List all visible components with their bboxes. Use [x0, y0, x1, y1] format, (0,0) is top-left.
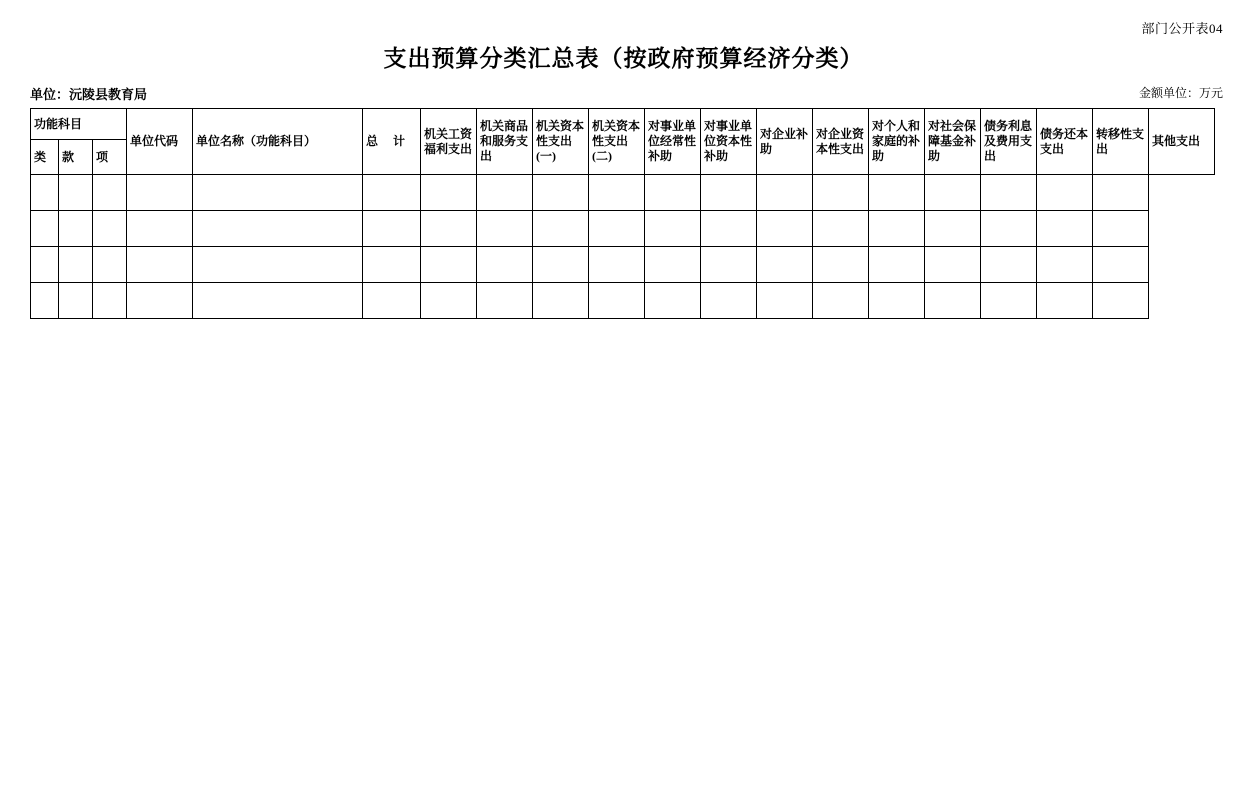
- cell-unit-code[interactable]: [127, 283, 193, 319]
- cell-individual-family-subsidy[interactable]: [869, 247, 925, 283]
- cell-agency-salary-welfare[interactable]: [421, 283, 477, 319]
- cell-social-security-fund-subsidy[interactable]: [925, 283, 981, 319]
- cell-other-expenditure[interactable]: [1093, 211, 1149, 247]
- cell-kuan[interactable]: [59, 283, 93, 319]
- cell-debt-principal-repayment[interactable]: [1037, 247, 1093, 283]
- cell-debt-principal-repayment[interactable]: [1037, 283, 1093, 319]
- header-agency-salary-welfare: 机关工资福利支出: [421, 109, 477, 175]
- header-kuan: 款: [59, 140, 93, 175]
- unit-label: 单位：沅陵县教育局: [30, 87, 148, 102]
- header-institution-capital-subsidy: 对事业单位资本性补助: [701, 109, 757, 175]
- cell-social-security-fund-subsidy[interactable]: [925, 211, 981, 247]
- cell-institution-capital-subsidy[interactable]: [701, 247, 757, 283]
- cell-debt-interest-expenditure[interactable]: [981, 283, 1037, 319]
- cell-debt-principal-repayment[interactable]: [1037, 211, 1093, 247]
- cell-institution-recurrent-subsidy[interactable]: [645, 175, 701, 211]
- header-unit-code: 单位代码: [127, 109, 193, 175]
- cell-agency-capital-1[interactable]: [533, 283, 589, 319]
- header-agency-capital-1: 机关资本性支出(一): [533, 109, 589, 175]
- header-social-security-fund-subsidy: 对社会保障基金补助: [925, 109, 981, 175]
- cell-other-expenditure[interactable]: [1093, 247, 1149, 283]
- table-row[interactable]: [31, 283, 1215, 319]
- cell-unit-code[interactable]: [127, 175, 193, 211]
- cell-unit-name[interactable]: [193, 175, 363, 211]
- cell-enterprise-subsidy[interactable]: [757, 283, 813, 319]
- cell-total[interactable]: [363, 283, 421, 319]
- cell-individual-family-subsidy[interactable]: [869, 283, 925, 319]
- cell-agency-salary-welfare[interactable]: [421, 175, 477, 211]
- cell-unit-name[interactable]: [193, 283, 363, 319]
- header-row-top: [31, 109, 1215, 140]
- header-debt-interest-expenditure: 债务利息及费用支出: [981, 109, 1037, 175]
- cell-institution-recurrent-subsidy[interactable]: [645, 283, 701, 319]
- cell-institution-capital-subsidy[interactable]: [701, 211, 757, 247]
- cell-enterprise-capital-expenditure[interactable]: [813, 247, 869, 283]
- cell-kuan[interactable]: [59, 175, 93, 211]
- cell-agency-capital-2[interactable]: [589, 283, 645, 319]
- header-enterprise-capital-expenditure: 对企业资本性支出: [813, 109, 869, 175]
- cell-social-security-fund-subsidy[interactable]: [925, 247, 981, 283]
- header-enterprise-subsidy: 对企业补助: [757, 109, 813, 175]
- table-header: [31, 109, 1215, 175]
- form-code-note: 部门公开表04: [1141, 21, 1223, 36]
- budget-table-container: [30, 108, 1215, 319]
- cell-unit-code[interactable]: [127, 211, 193, 247]
- header-unit-name: 单位名称（功能科目）: [193, 109, 363, 175]
- cell-agency-goods-services[interactable]: [477, 247, 533, 283]
- cell-institution-recurrent-subsidy[interactable]: [645, 247, 701, 283]
- header-agency-goods-services: 机关商品和服务支出: [477, 109, 533, 175]
- header-other-expenditure: 其他支出: [1149, 109, 1215, 175]
- cell-xiang[interactable]: [93, 175, 127, 211]
- cell-kuan[interactable]: [59, 247, 93, 283]
- header-total: 总 计: [363, 109, 421, 175]
- cell-kuan[interactable]: [59, 211, 93, 247]
- page-title: 支出预算分类汇总表（按政府预算经济分类）: [383, 46, 864, 71]
- table-row[interactable]: [31, 211, 1215, 247]
- cell-agency-capital-1[interactable]: [533, 211, 589, 247]
- cell-lei[interactable]: [31, 175, 59, 211]
- header-individual-family-subsidy: 对个人和家庭的补助: [869, 109, 925, 175]
- cell-individual-family-subsidy[interactable]: [869, 175, 925, 211]
- header-xiang: 项: [93, 140, 127, 175]
- cell-lei[interactable]: [31, 283, 59, 319]
- cell-agency-capital-2[interactable]: [589, 175, 645, 211]
- cell-debt-principal-repayment[interactable]: [1037, 175, 1093, 211]
- cell-agency-goods-services[interactable]: [477, 175, 533, 211]
- cell-debt-interest-expenditure[interactable]: [981, 175, 1037, 211]
- cell-unit-name[interactable]: [193, 247, 363, 283]
- header-function-subject-group: 功能科目: [31, 109, 127, 140]
- cell-enterprise-capital-expenditure[interactable]: [813, 283, 869, 319]
- cell-total[interactable]: [363, 211, 421, 247]
- cell-debt-interest-expenditure[interactable]: [981, 247, 1037, 283]
- cell-enterprise-subsidy[interactable]: [757, 211, 813, 247]
- cell-agency-goods-services[interactable]: [477, 283, 533, 319]
- cell-individual-family-subsidy[interactable]: [869, 211, 925, 247]
- cell-enterprise-subsidy[interactable]: [757, 247, 813, 283]
- cell-agency-salary-welfare[interactable]: [421, 211, 477, 247]
- cell-other-expenditure[interactable]: [1093, 175, 1149, 211]
- header-agency-capital-2: 机关资本性支出(二): [589, 109, 645, 175]
- cell-other-expenditure[interactable]: [1093, 283, 1149, 319]
- cell-lei[interactable]: [31, 247, 59, 283]
- cell-unit-name[interactable]: [193, 211, 363, 247]
- cell-agency-goods-services[interactable]: [477, 211, 533, 247]
- cell-xiang[interactable]: [93, 283, 127, 319]
- cell-total[interactable]: [363, 247, 421, 283]
- cell-debt-interest-expenditure[interactable]: [981, 211, 1037, 247]
- cell-agency-capital-1[interactable]: [533, 247, 589, 283]
- table-body: [31, 175, 1215, 319]
- header-transfer-expenditure: 转移性支出: [1093, 109, 1149, 175]
- cell-xiang[interactable]: [93, 211, 127, 247]
- cell-institution-recurrent-subsidy[interactable]: [645, 211, 701, 247]
- cell-institution-capital-subsidy[interactable]: [701, 175, 757, 211]
- cell-unit-code[interactable]: [127, 247, 193, 283]
- header-debt-principal-repayment: 债务还本支出: [1037, 109, 1093, 175]
- header-institution-recurrent-subsidy: 对事业单位经常性补助: [645, 109, 701, 175]
- amount-unit-label: 金额单位：万元: [1138, 86, 1223, 100]
- header-lei: 类: [31, 140, 59, 175]
- cell-institution-capital-subsidy[interactable]: [701, 283, 757, 319]
- table-row[interactable]: [31, 247, 1215, 283]
- cell-lei[interactable]: [31, 211, 59, 247]
- cell-total[interactable]: [363, 175, 421, 211]
- cell-agency-capital-2[interactable]: [589, 211, 645, 247]
- cell-agency-capital-2[interactable]: [589, 247, 645, 283]
- cell-agency-salary-welfare[interactable]: [421, 247, 477, 283]
- cell-enterprise-subsidy[interactable]: [757, 175, 813, 211]
- table-row[interactable]: [31, 175, 1215, 211]
- cell-social-security-fund-subsidy[interactable]: [925, 175, 981, 211]
- cell-agency-capital-1[interactable]: [533, 175, 589, 211]
- budget-table: [30, 108, 1215, 319]
- cell-enterprise-capital-expenditure[interactable]: [813, 175, 869, 211]
- cell-enterprise-capital-expenditure[interactable]: [813, 211, 869, 247]
- cell-xiang[interactable]: [93, 247, 127, 283]
